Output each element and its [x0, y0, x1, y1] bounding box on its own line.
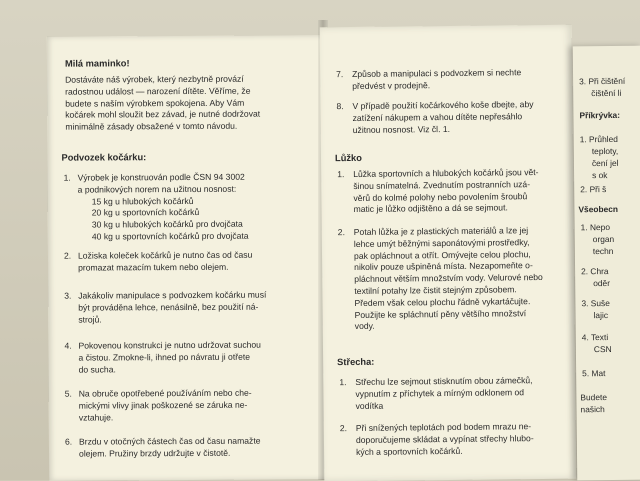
- third-page-edge: [573, 46, 640, 481]
- item-line: pláchnout větším množstvím vody. Velurové nebo: [354, 272, 543, 285]
- capacity-line: 40 kg u sportovních kočárků pro dvojčata: [91, 230, 249, 242]
- item-line: pak opláchnout a otřít. Omývejte celou plochu,: [353, 248, 531, 261]
- item-line: Brzdu v otočných částech čas od času namažte: [78, 435, 261, 447]
- intro-line: minimálně zásady obsažené v tomto návodu.: [65, 120, 238, 132]
- item-line: Pokovenou konstrukci je nutno udržovat suchou: [78, 339, 261, 351]
- list-item: [65, 435, 315, 466]
- item-number: 1.: [63, 172, 71, 183]
- item-number: 8.: [336, 101, 344, 112]
- item-line: předvést v prodejně.: [352, 79, 431, 91]
- item-line: promazat mazacím tukem nebo olejem.: [78, 261, 229, 273]
- section-heading-roof: Střecha:: [337, 356, 375, 368]
- item-number: 2.: [339, 423, 348, 434]
- item-line: vodítka: [355, 400, 384, 411]
- section-heading-bed: Lůžko: [334, 152, 362, 164]
- item-line: do sucha.: [78, 363, 116, 375]
- item-line: a čistou. Zmokne-li, ihned po návratu ji otřete: [78, 351, 251, 363]
- item-line: kých a sportovních kočárků.: [356, 445, 463, 457]
- list-item: [336, 67, 566, 95]
- intro-line: kočárek mohl sloužit bez závad, je nutné dodržovat: [65, 109, 261, 121]
- item-line: Předem však celou plochu řádně vykartáčujte.: [354, 295, 531, 308]
- list-item: [339, 375, 569, 417]
- item-line: zatížení nákupem a vahou dítěte nepřesáhlo: [352, 111, 523, 123]
- item-line: V případě použití kočárkového koše dbejte, aby: [352, 99, 534, 111]
- item-line: šinou snímatelná. Zvednutím postranních uzá-: [353, 178, 531, 191]
- intro-line: radostnou událost — narození dítěte. Věříme, že: [65, 85, 251, 97]
- item-number: 4.: [64, 340, 72, 351]
- section-heading-chassis: Podvozek kočárku:: [61, 152, 147, 163]
- list-item: [336, 99, 566, 141]
- item-line: Způsob a manipulaci s podvozkem si nechte: [352, 67, 522, 79]
- capacity-line: 30 kg u hlubokých kočárků pro dvojčata: [91, 218, 243, 230]
- item-number: 1.: [337, 169, 345, 180]
- cropped-line: 4. Texti: [581, 332, 609, 343]
- cropped-line: 2. Chra: [581, 266, 609, 277]
- list-item: [340, 421, 570, 463]
- item-line: být prováděna lehce, nenásilně, bez použití ná-: [78, 301, 259, 313]
- list-item: [64, 339, 314, 380]
- list-item: [337, 167, 568, 219]
- item-number: 1.: [339, 377, 347, 388]
- cropped-line: organ: [592, 233, 615, 245]
- cropped-line: Budete: [580, 392, 608, 403]
- cropped-line: 2. Při š: [580, 184, 607, 195]
- item-line: vztahuje.: [78, 411, 114, 423]
- item-line: Ložiska koleček kočárků je nutno čas od času: [77, 249, 253, 261]
- item-number: 2.: [63, 250, 72, 261]
- cropped-line: CSN: [593, 343, 612, 355]
- left-page: [47, 35, 327, 480]
- right-page: [320, 25, 577, 481]
- cropped-line: našich: [580, 404, 605, 415]
- list-item: [65, 387, 315, 428]
- cropped-heading: Všeobecn: [578, 203, 619, 215]
- intro-line: budete s naším výrobkem spokojena. Aby Vám: [65, 97, 245, 109]
- intro-line: Dostáváte náš výrobek, který nezbytně provází: [65, 73, 244, 85]
- item-number: 5.: [64, 388, 72, 399]
- item-line: věrů do kolmé polohy nebo povolením šroubů: [353, 190, 528, 203]
- item-number: 3.: [64, 290, 72, 301]
- cropped-line: 3. Při čištění: [579, 75, 626, 87]
- cropped-line: s ok: [592, 170, 608, 181]
- item-line: mickými vlivy jinak poškozené se záruka ne-: [78, 399, 248, 411]
- cropped-line: 3. Suše: [581, 298, 610, 309]
- item-line: doporučujeme skládat a vypínat střechy hlubo-: [355, 432, 534, 445]
- capacity-line: 20 kg u sportovních kočárků: [91, 207, 200, 218]
- item-line: textilní potahy lze čistit stejným způsobem.: [354, 284, 517, 296]
- cropped-line: čení jel: [591, 157, 619, 169]
- item-line: užitnou nosnost. Viz čl. 1.: [352, 123, 451, 135]
- item-line: nikoliv pouze ušpiněná místa. Nezapomeňte o-: [354, 260, 533, 273]
- item-line: strojů.: [78, 314, 102, 325]
- item-number: 6.: [64, 436, 73, 447]
- item-line: matic je lůžko odjištěno a dá se sejmout.: [353, 202, 508, 215]
- item-number: 7.: [336, 69, 344, 80]
- item-line: olejem. Pružiny brzdy udržujte v čistotě.: [78, 447, 231, 459]
- list-item: [338, 225, 569, 337]
- item-line: Jakákoliv manipulace s podvozkem kočárku musí: [78, 289, 267, 301]
- cropped-heading: Příkrývka:: [579, 109, 621, 121]
- cropped-line: 5. Mat: [582, 368, 606, 379]
- item-number: 2.: [337, 227, 345, 238]
- item-line: a podnikových norem na užitnou nosnost:: [77, 183, 237, 195]
- third-page-text: [573, 46, 640, 415]
- item-line: Výrobek je konstruován podle ČSN 94 3002: [77, 171, 245, 183]
- cropped-line: čištění li: [591, 87, 622, 99]
- capacity-line: 15 kg u hlubokých kočárků: [91, 195, 194, 207]
- item-line: Střechu lze sejmout stisknutím obou zámečků,: [355, 375, 533, 387]
- cropped-line: techn: [592, 245, 614, 257]
- intro-paragraph: [65, 73, 315, 133]
- cropped-line: lajic: [593, 310, 609, 321]
- item-line: Na obruče opotřebené používáním nebo che-: [78, 387, 252, 399]
- cropped-line: teploty,: [591, 145, 619, 157]
- item-line: Použijte ke spláchnutí pěny většího množství: [354, 307, 527, 320]
- cropped-line: 1. Průhled: [579, 133, 618, 145]
- item-line: vypnutím z příchytek a mírným odklonem od: [355, 387, 525, 399]
- list-item: [64, 289, 314, 330]
- item-line: Lůžka sportovních a hlubokých kočárků jsou vět-: [353, 167, 539, 179]
- item-line: Potah lůžka je z plastických materiálů a lze jej: [353, 225, 529, 237]
- cropped-line: 1. Nepo: [580, 221, 611, 233]
- item-line: Při snížených teplotách pod bodem mrazu ne-: [355, 421, 532, 433]
- greeting-heading: Milá maminko!: [64, 58, 130, 69]
- item-line: lehce umýt běžnými saponátovými prostředky,: [353, 236, 530, 249]
- cropped-line: oděr: [593, 278, 611, 289]
- list-item: [64, 249, 314, 280]
- item-line: vody.: [354, 321, 375, 332]
- list-item: [64, 171, 314, 252]
